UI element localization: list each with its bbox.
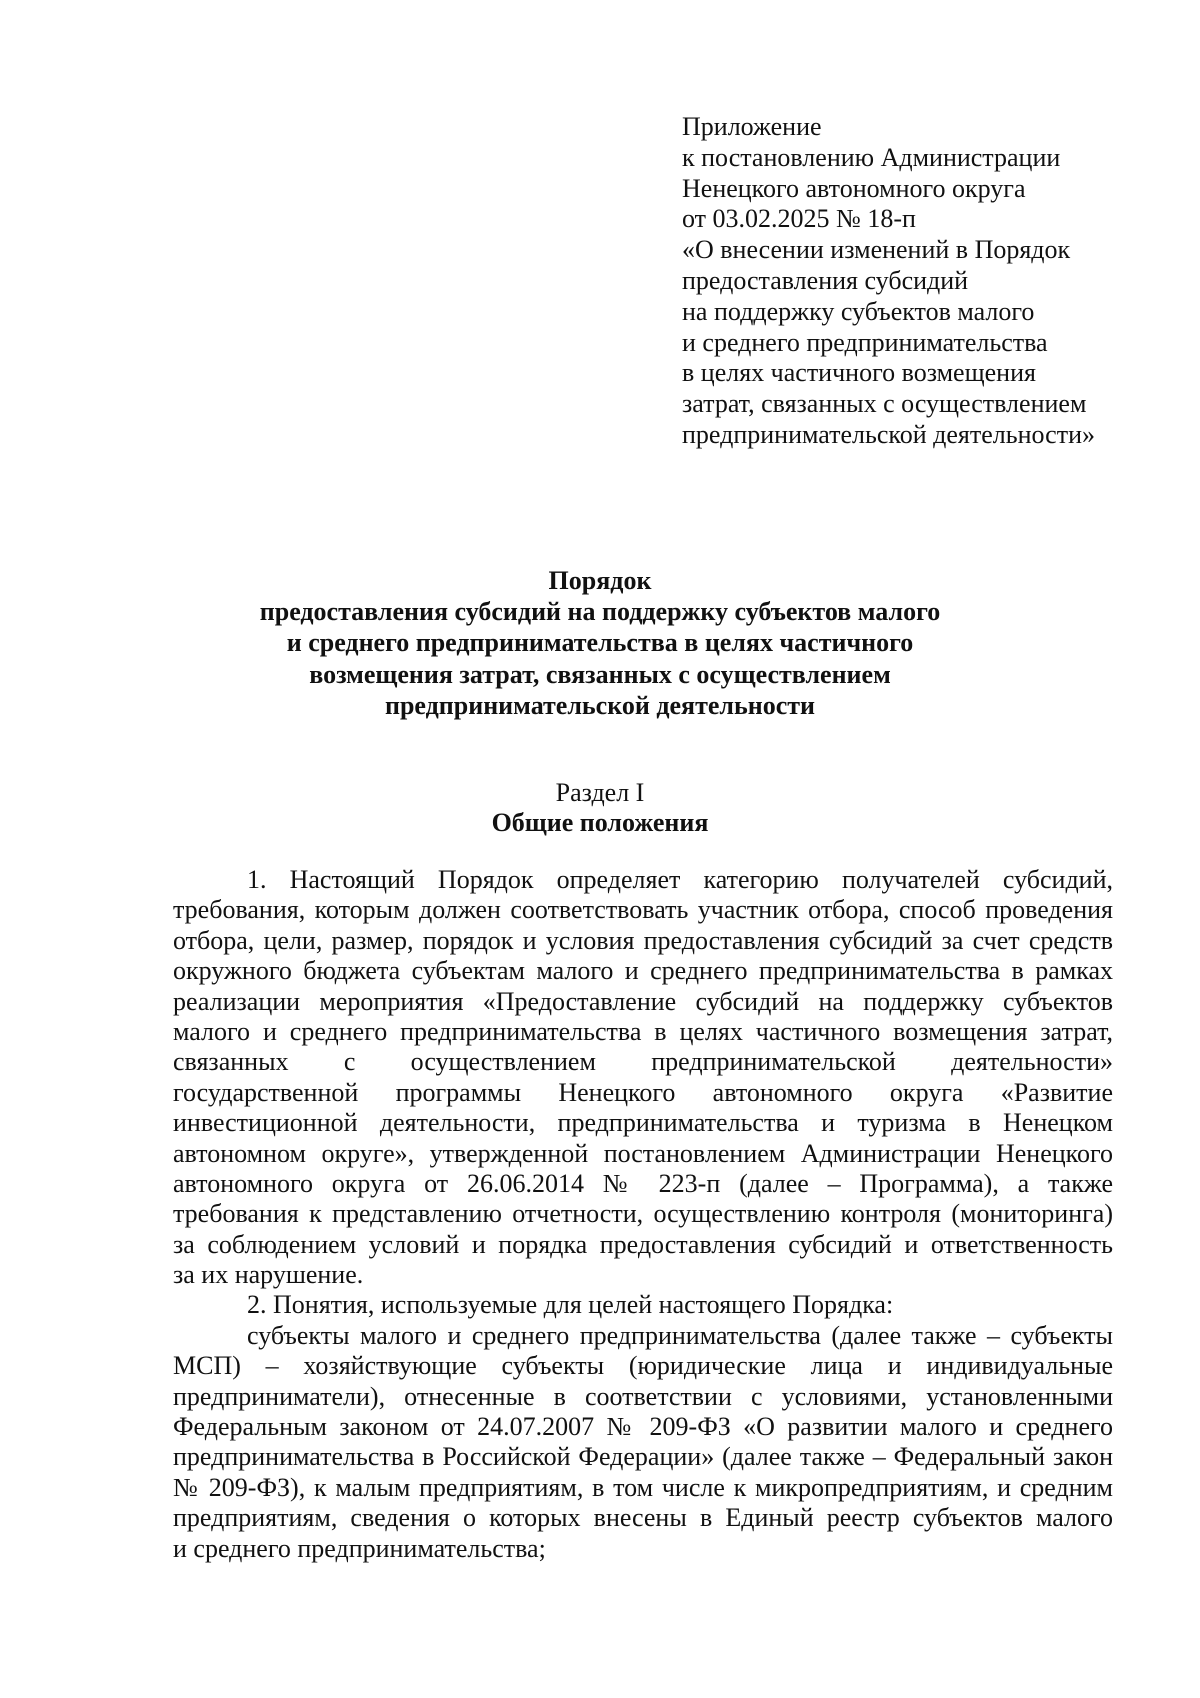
appendix-line: «О внесении изменений в Порядок <box>682 235 1071 265</box>
appendix-line: затрат, связанных с осуществлением <box>682 389 1087 419</box>
document-body <box>173 865 1113 1564</box>
title-line: Порядок <box>548 566 652 595</box>
paragraph-line: Федеральным законом от 24.07.2007 № 209-ФЗ «О развитии малого и среднего <box>173 1412 1113 1442</box>
paragraph-line: окружного бюджета субъектам малого и среднего предпринимательства в рамках <box>173 956 1113 986</box>
title-line: и среднего предпринимательства в целях частичного <box>286 628 914 658</box>
paragraph-line: инвестиционной деятельности, предпринимательства и туризма в Ненецком <box>173 1108 1113 1138</box>
paragraph-line: связанных с осуществлением предпринимательской деятельности» <box>173 1047 1113 1077</box>
appendix-line: предпринимательской деятельности» <box>682 419 1095 449</box>
appendix-line: от 03.02.2025 № 18-п <box>682 204 916 234</box>
title-line: предоставления субсидий на поддержку субъектов малого <box>259 597 941 627</box>
paragraph-line: 2. Понятия, используемые для целей настоящего Порядка: <box>247 1290 894 1320</box>
paragraph-line: субъекты малого и среднего предпринимательства (далее также – субъекты <box>247 1320 1113 1350</box>
appendix-line: Ненецкого автономного округа <box>682 173 1026 203</box>
paragraph-line: предприниматели), отнесенные в соответствии с условиями, установленными <box>173 1381 1113 1411</box>
paragraph-line: требования к представлению отчетности, осуществлению контроля (мониторинга) <box>173 1199 1113 1229</box>
paragraph-line: за их нарушение. <box>173 1260 364 1290</box>
section-number: Раздел I <box>555 778 645 807</box>
paragraph-line: за соблюдением условий и порядка предоставления субсидий и ответственность <box>173 1229 1113 1259</box>
paragraph-line: автономном округе», утвержденной постановлением Администрации Ненецкого <box>173 1138 1113 1168</box>
appendix-line: в целях частичного возмещения <box>682 358 1036 388</box>
appendix-line: предоставления субсидий <box>682 265 969 295</box>
paragraph-line: автономного округа от 26.06.2014 № 223-п (далее – Программа), а также <box>173 1168 1113 1198</box>
appendix-line: и среднего предпринимательства <box>682 327 1048 357</box>
paragraph-line: предприятиям, сведения о которых внесены в Единый реестр субъектов малого <box>173 1503 1113 1533</box>
paragraph-line: 1. Настоящий Порядок определяет категорию получателей субсидий, <box>247 865 1113 894</box>
paragraph-line: отбора, цели, размер, порядок и условия предоставления субсидий за счет средств <box>173 925 1113 955</box>
section-heading: Общие положения <box>491 808 709 837</box>
appendix-line: на поддержку субъектов малого <box>682 296 1035 326</box>
appendix-line: Приложение <box>682 112 822 141</box>
title-line: возмещения затрат, связанных с осуществлением <box>309 659 891 689</box>
paragraph-3 <box>173 1321 1113 1564</box>
appendix-line: к постановлению Администрации <box>682 142 1061 172</box>
document-title <box>170 565 1030 721</box>
paragraph-line: государственной программы Ненецкого автономного округа «Развитие <box>173 1077 1113 1107</box>
paragraph-line: № 209-ФЗ), к малым предприятиям, в том числе к микропредприятиям, и средним <box>173 1472 1113 1502</box>
paragraph-line: МСП) – хозяйствующие субъекты (юридические лица и индивидуальные <box>173 1351 1113 1381</box>
paragraph-line: предпринимательства в Российской Федерации» (далее также – Федеральный закон <box>173 1442 1113 1472</box>
paragraph-line: реализации мероприятия «Предоставление субсидий на поддержку субъектов <box>173 986 1113 1016</box>
paragraph-line: и среднего предпринимательства; <box>173 1533 546 1563</box>
appendix-header <box>682 112 1182 451</box>
paragraph-line: малого и среднего предпринимательства в целях частичного возмещения затрат, <box>173 1016 1113 1046</box>
title-line: предпринимательской деятельности <box>384 690 815 720</box>
paragraph-2 <box>173 1290 1113 1320</box>
paragraph-1 <box>173 865 1113 1290</box>
paragraph-line: требования, которым должен соответствовать участник отбора, способ проведения <box>173 895 1113 925</box>
